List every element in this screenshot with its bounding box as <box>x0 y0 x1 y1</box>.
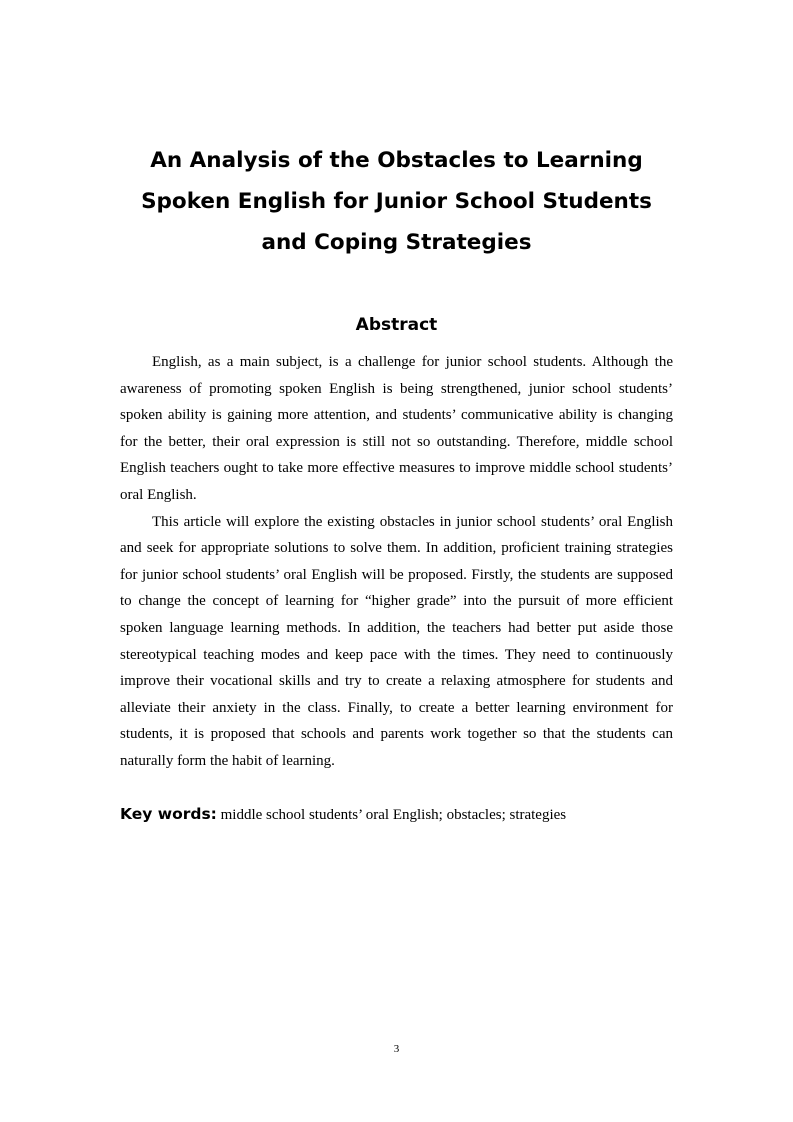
abstract-heading: Abstract <box>355 315 438 335</box>
keywords-label: Key words: <box>120 805 217 823</box>
keywords-text: middle school students’ oral English; obstacles; strategies <box>220 807 567 823</box>
title-line: and Coping Strategies <box>261 230 532 255</box>
abstract-paragraph: English, as a main subject, is a challenge for junior school students. Although the awareness of promoting spoken English is being strengthened, junior school students’ spoken ability is gaining more attention, and students’ communicative ability is changing for the better, their oral expression is still not so outstanding. Therefore, middle school English teachers ought to take more effective measures to improve middle school students’ oral English. <box>120 354 673 503</box>
keywords <box>120 802 680 827</box>
abstract-body <box>120 349 673 775</box>
page-number: 3 <box>393 1043 400 1055</box>
abstract-paragraph: This article will explore the existing obstacles in junior school students’ oral English and seek for appropriate solutions to solve them. In addition, proficient training strategies for junior school students’ oral English will be proposed. Firstly, the students are supposed to change the concept of learning for “higher grade” into the pursuit of more efficient spoken language learning methods. In addition, the teachers had better put aside those stereotypical teaching modes and keep pace with the times. They need to continuously improve their vocational skills and try to create a relaxing atmosphere for students and alleviate their anxiety in the class. Finally, to create a better learning environment for students, it is proposed that schools and parents work together so that the students can naturally form the habit of learning. <box>120 513 673 769</box>
title-line: Spoken English for Junior School Students <box>141 189 652 214</box>
document-title <box>100 140 693 263</box>
title-line: An Analysis of the Obstacles to Learning <box>150 148 643 173</box>
